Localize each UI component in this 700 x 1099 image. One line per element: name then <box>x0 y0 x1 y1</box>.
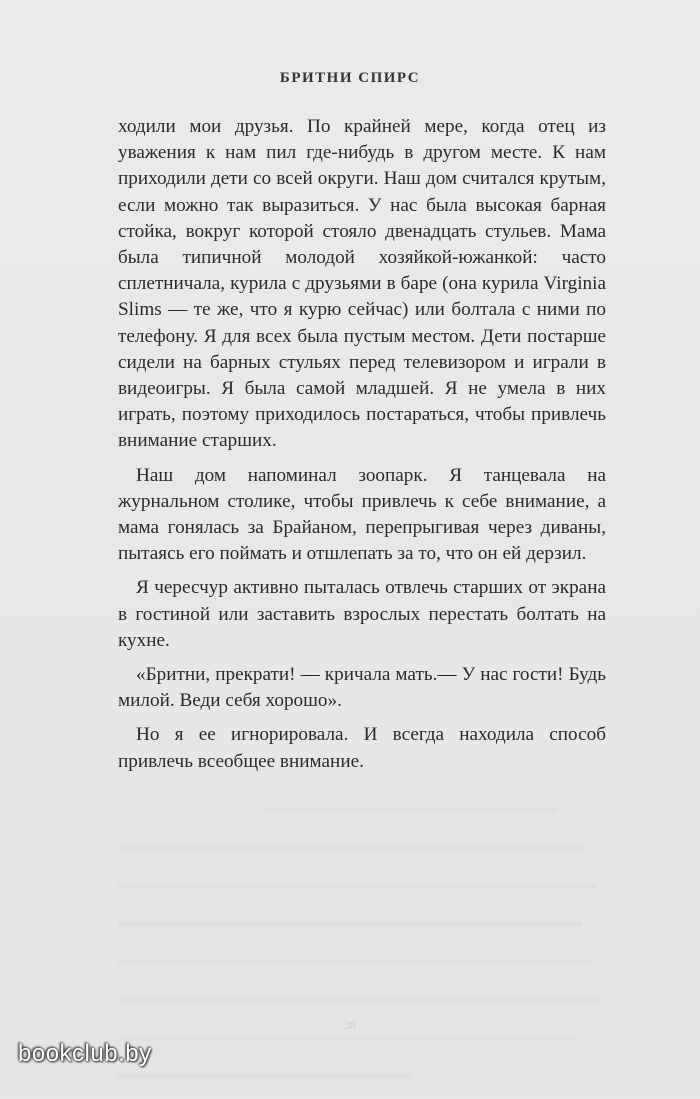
paragraph: Но я ее игнорировала. И всегда находила способ привлечь всеобщее внимание. <box>118 724 606 772</box>
paragraph: ходили мои друзья. По крайней мере, когда отец из уважения к нам пил где-нибудь в другом месте. К нам приходили дети со всей округи. Наш дом считался крутым, если можно так выразиться. У нас была высокая барная стойка, вокруг которой стояло двенадцать стульев. Мама была типичной молодой хозяйкой-южанкой: часто сплетничала, курила с друзьями в баре (она курила Virginia Slims — те же, что я курю сейчас) или болтала с ними по телефону. Я для всех была пустым местом. Дети постарше сидели на барных стульях перед телевизором и играли в видеоигры. Я была самой младшей. Я не умела в них играть, поэтому приходилось постараться, чтобы привлечь внимание старших. <box>118 116 606 452</box>
paragraph: Наш дом напоминал зоопарк. Я танцевала на журнальном столике, чтобы привлечь к себе внимание, а мама гонялась за Брайаном, перепрыгивая через диваны, пытаясь его поймать и отшлепать за то, что он ей дерзил. <box>118 464 606 565</box>
show-through-text <box>118 795 606 1099</box>
watermark-logo: bookclub.by <box>18 1040 152 1067</box>
running-header: БРИТНИ СПИРС <box>279 70 421 86</box>
paragraph: Я чересчур активно пыталась отвлечь старших от экрана в гостиной или заставить взрослых перестать болтать на кухне. <box>118 577 606 651</box>
paragraph: «Бритни, прекрати! — кричала мать.— У нас гости! Будь милой. Веди себя хорошо». <box>118 664 606 712</box>
page-number: 38 <box>344 1018 356 1032</box>
body-text <box>118 114 606 783</box>
